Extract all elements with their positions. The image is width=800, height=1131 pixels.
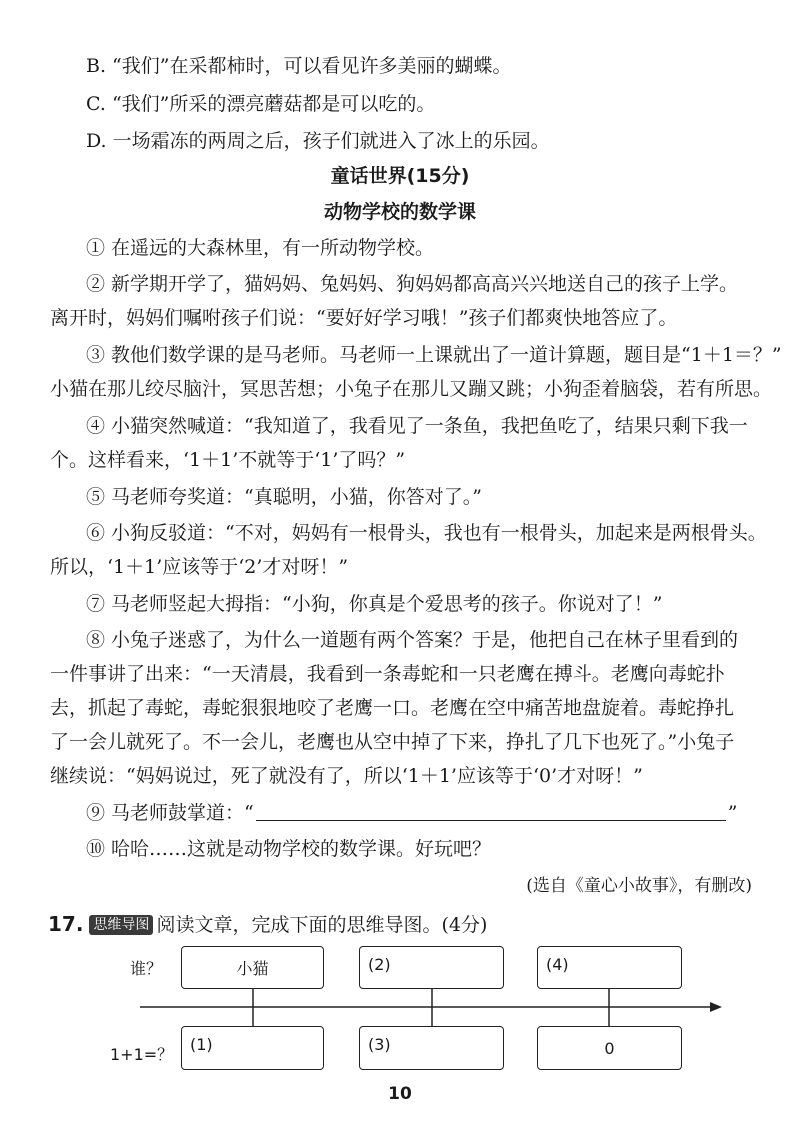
story-para-10: ⑩ 哈哈……这就是动物学校的数学课。好玩吧？ [86, 838, 492, 860]
para9-prefix: ⑨ 马老师鼓掌道：“ [86, 802, 254, 824]
box-text: (4) [546, 955, 569, 974]
story-para-3-line-2: 小猫在那儿绞尽脑汁，冥思苦想；小兔子在那儿又蹦又跳；小狗歪着脑袋，若有所思。 [50, 378, 773, 400]
row-label-sum: 1+1=？ [110, 1045, 174, 1064]
question-text: 阅读文章，完成下面的思维导图。(4分) [156, 914, 488, 936]
story-para-1: ① 在遥远的大森林里，有一所动物学校。 [86, 237, 435, 259]
mindmap-box-who-3[interactable] [537, 946, 682, 989]
box-text: (2) [368, 955, 391, 974]
mindmap-box-sum-3 [537, 1026, 682, 1070]
story-para-6-line-1: ⑥ 小狗反驳道：“不对，妈妈有一根骨头，我也有一根骨头，加起来是两根骨头。 [86, 522, 767, 544]
row-label-who: 谁？ [130, 959, 163, 978]
source-citation: (选自《童心小故事》，有删改) [526, 876, 752, 896]
story-para-8-line-2: 一件事讲了出来：“一天清晨，我看到一条毒蛇和一只老鹰在搏斗。老鹰向毒蛇扑 [50, 663, 725, 685]
story-para-8-line-3: 去，抓起了毒蛇，毒蛇狠狠地咬了老鹰一口。老鹰在空中痛苦地盘旋着。毒蛇挣扎 [50, 697, 735, 719]
box-text: 小猫 [236, 959, 269, 978]
story-para-7: ⑦ 马老师竖起大拇指：“小狗，你真是个爱思考的孩子。你说对了！” [86, 593, 663, 615]
option-c: C. “我们”所采的漂亮蘑菇都是可以吃的。 [86, 93, 436, 115]
page-number: 10 [388, 1084, 412, 1104]
story-para-4-line-1: ④ 小猫突然喊道：“我知道了，我看见了一条鱼，我把鱼吃了，结果只剩下我一 [86, 415, 748, 437]
story-title: 动物学校的数学课 [323, 201, 476, 223]
question-17 [48, 910, 487, 939]
mindmap-box-who-1 [181, 946, 324, 989]
story-para-5: ⑤ 马老师夸奖道：“真聪明，小猫，你答对了。” [86, 486, 482, 508]
story-para-6-line-2: 所以，‘1＋1’应该等于‘2’才对呀！” [50, 556, 349, 578]
story-para-8-line-1: ⑧ 小兔子迷惑了，为什么一道题有两个答案？于是，他把自己在林子里看到的 [86, 629, 739, 651]
option-b: B. “我们”在采都柿时，可以看见许多美丽的蝴蝶。 [86, 55, 512, 77]
story-para-9 [86, 799, 737, 827]
mindmap-tag: 思维导图 [89, 915, 153, 935]
timeline-arrow-icon [710, 1002, 722, 1012]
option-d: D. 一场霜冻的两周之后，孩子们就进入了冰上的乐园。 [86, 130, 550, 152]
para9-suffix: ” [727, 802, 738, 824]
box-text: (3) [368, 1035, 391, 1054]
mindmap-box-sum-1[interactable] [181, 1026, 324, 1070]
story-para-8-line-5: 继续说：“妈妈说过，死了就没有了，所以‘1＋1’应该等于‘0’才对呀！” [50, 765, 643, 787]
story-para-3-line-1: ③ 教他们数学课的是马老师。马老师一上课就出了一道计算题，题目是“1＋1＝？” [86, 344, 782, 366]
story-para-2-line-2: 离开时，妈妈们嘱咐孩子们说：“要好好学习哦！”孩子们都爽快地答应了。 [50, 307, 678, 329]
answer-blank[interactable] [256, 802, 726, 821]
mindmap-box-who-2[interactable] [359, 946, 504, 989]
box-text: (1) [190, 1035, 213, 1054]
section-title: 童话世界(15分) [330, 165, 470, 187]
story-para-2-line-1: ② 新学期开学了，猫妈妈、兔妈妈、狗妈妈都高高兴兴地送自己的孩子上学。 [86, 273, 739, 295]
story-para-8-line-4: 了一会儿就死了。不一会儿，老鹰也从空中掉了下来，挣扎了几下也死了。”小兔子 [50, 731, 735, 753]
story-para-4-line-2: 个。这样看来，‘1＋1’不就等于‘1’了吗？” [50, 449, 406, 471]
question-number: 17. [48, 912, 84, 936]
box-text: 0 [604, 1038, 615, 1058]
mindmap-box-sum-2[interactable] [359, 1026, 504, 1070]
